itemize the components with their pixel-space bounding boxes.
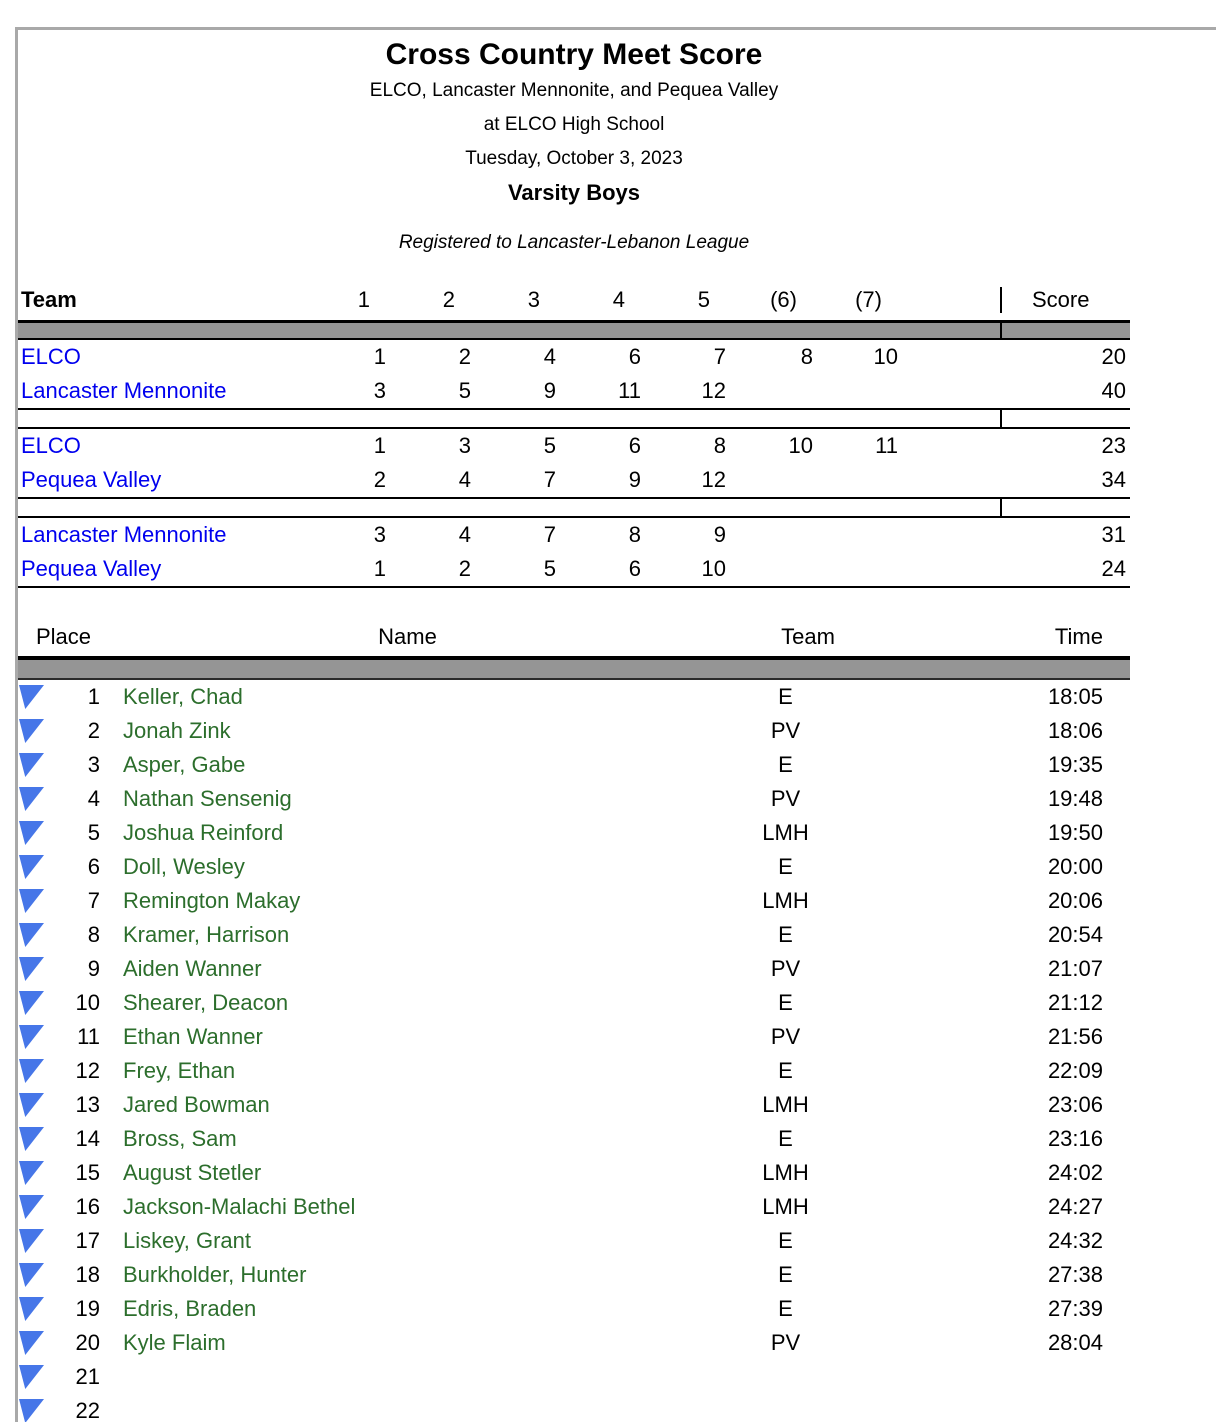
time-cell: 18:05	[1047, 684, 1103, 709]
time-cell: 28:04	[1047, 1330, 1103, 1355]
runner-name: Jonah Zink	[123, 718, 231, 743]
team-code: E	[778, 1228, 793, 1253]
time-cell: 22:09	[1047, 1058, 1103, 1083]
result-row	[18, 1326, 1130, 1360]
team-link[interactable]: Lancaster Mennonite	[21, 522, 227, 547]
flag-triangle-icon[interactable]	[19, 719, 44, 743]
flag-triangle-icon[interactable]	[19, 685, 44, 709]
place-points-cell: 2	[458, 556, 471, 581]
team-score-row	[18, 463, 1130, 497]
place-cell: 20	[75, 1330, 100, 1355]
team-score-cell: 20	[1101, 344, 1126, 369]
place-points-cell: 5	[543, 433, 556, 458]
place-points-cell: 5	[543, 556, 556, 581]
place-cell: 4	[87, 786, 100, 811]
place-points-cell: 8	[800, 344, 813, 369]
result-row	[18, 1156, 1130, 1190]
team-link[interactable]: Pequea Valley	[21, 467, 162, 492]
dual-separator-right	[1000, 499, 1130, 516]
team-link[interactable]: Lancaster Mennonite	[21, 378, 227, 403]
time-cell: 20:06	[1047, 888, 1103, 913]
place-points-cell: 3	[373, 378, 386, 403]
col-header-pos-1: 1	[357, 287, 370, 312]
col-header-place: Place	[36, 624, 92, 649]
runner-name: Asper, Gabe	[123, 752, 246, 777]
col-header-runner-team: Team	[781, 624, 835, 649]
col-header-name: Name	[378, 624, 437, 649]
place-points-cell: 4	[458, 467, 471, 492]
team-score-row	[18, 518, 1130, 552]
place-points-cell: 11	[618, 378, 641, 403]
team-link[interactable]: ELCO	[21, 344, 81, 369]
score-table-bottom-rule	[18, 586, 1130, 588]
team-code: E	[778, 1296, 793, 1321]
marker-cell	[18, 1263, 44, 1287]
time-cell: 21:56	[1047, 1024, 1103, 1049]
team-code: E	[778, 1126, 793, 1151]
marker-cell	[18, 855, 44, 879]
team-code: E	[778, 1058, 793, 1083]
marker-cell	[18, 1365, 44, 1389]
place-cell: 17	[75, 1228, 100, 1253]
meet-location-line: at ELCO High School	[483, 114, 665, 135]
col-header-team: Team	[21, 287, 77, 312]
flag-triangle-icon[interactable]	[19, 991, 44, 1015]
team-score-row	[18, 340, 1130, 374]
col-header-score: Score	[1000, 287, 1130, 313]
place-points-cell: 8	[713, 433, 726, 458]
result-row	[18, 1224, 1130, 1258]
flag-triangle-icon[interactable]	[19, 1025, 44, 1049]
marker-cell	[18, 1093, 44, 1117]
flag-triangle-icon[interactable]	[19, 957, 44, 981]
flag-triangle-icon[interactable]	[19, 923, 44, 947]
score-table-divider-bar	[18, 323, 1130, 340]
result-row	[18, 1122, 1130, 1156]
page-title: Cross Country Meet Score	[385, 38, 763, 71]
dual-meet-groups	[18, 340, 1130, 586]
place-points-cell: 10	[873, 344, 898, 369]
place-points-cell: 2	[373, 467, 386, 492]
flag-triangle-icon[interactable]	[19, 1229, 44, 1253]
place-points-cell: 6	[628, 344, 641, 369]
team-code: E	[778, 684, 793, 709]
place-cell: 10	[75, 990, 100, 1015]
result-row	[18, 1292, 1130, 1326]
place-points-cell: 7	[543, 467, 556, 492]
result-row	[18, 748, 1130, 782]
place-points-cell: 6	[628, 556, 641, 581]
place-cell: 15	[75, 1160, 100, 1185]
dual-separator-right	[1000, 410, 1130, 427]
place-cell: 19	[75, 1296, 100, 1321]
registered-league-line: Registered to Lancaster-Lebanon League	[398, 232, 750, 253]
time-cell: 18:06	[1047, 718, 1103, 743]
runner-name: Liskey, Grant	[123, 1228, 251, 1253]
flag-triangle-icon[interactable]	[19, 1127, 44, 1151]
place-cell: 22	[75, 1398, 100, 1422]
result-row	[18, 884, 1130, 918]
runner-name: Shearer, Deacon	[123, 990, 289, 1015]
runner-name: Jared Bowman	[123, 1092, 270, 1117]
team-score-cell: 24	[1101, 556, 1126, 581]
division-title: Varsity Boys	[507, 180, 641, 205]
flag-triangle-icon[interactable]	[19, 855, 44, 879]
flag-triangle-icon[interactable]	[19, 1399, 44, 1422]
col-header-pos-2: 2	[442, 287, 455, 312]
runner-name: August Stetler	[123, 1160, 262, 1185]
page-frame	[15, 27, 1216, 1422]
time-cell: 21:07	[1047, 956, 1103, 981]
place-points-cell: 11	[875, 433, 898, 458]
time-cell: 23:16	[1047, 1126, 1103, 1151]
time-cell: 20:54	[1047, 922, 1103, 947]
place-cell: 18	[75, 1262, 100, 1287]
marker-cell	[18, 957, 44, 981]
flag-triangle-icon[interactable]	[19, 753, 44, 777]
team-code: LMH	[762, 888, 809, 913]
place-points-cell: 4	[458, 522, 471, 547]
runner-name: Burkholder, Hunter	[123, 1262, 307, 1287]
team-code: E	[778, 1262, 793, 1287]
result-row	[18, 1360, 1130, 1394]
divider-bar-right	[1000, 323, 1130, 338]
meet-teams-line: ELCO, Lancaster Mennonite, and Pequea Valley	[369, 80, 779, 101]
runner-name: Jackson-Malachi Bethel	[123, 1194, 356, 1219]
place-cell: 9	[87, 956, 100, 981]
col-header-time: Time	[1054, 624, 1103, 649]
place-points-cell: 1	[373, 344, 386, 369]
team-score-row	[18, 429, 1130, 463]
result-row	[18, 1394, 1130, 1422]
col-header-pos-5: 5	[697, 287, 710, 312]
place-points-cell: 3	[458, 433, 471, 458]
results-divider-bar	[18, 660, 1130, 680]
result-row	[18, 1054, 1130, 1088]
flag-triangle-icon[interactable]	[19, 1059, 44, 1083]
team-link[interactable]: Pequea Valley	[21, 556, 162, 581]
marker-cell	[18, 1127, 44, 1151]
dual-separator	[18, 408, 1130, 429]
result-row	[18, 1088, 1130, 1122]
place-points-cell: 7	[713, 344, 726, 369]
place-points-cell: 12	[701, 378, 726, 403]
team-score-cell: 31	[1101, 522, 1126, 547]
place-cell: 2	[87, 718, 100, 743]
col-header-pos-4: 4	[612, 287, 625, 312]
flag-triangle-icon[interactable]	[19, 787, 44, 811]
marker-cell	[18, 1297, 44, 1321]
marker-cell	[18, 1229, 44, 1253]
result-row	[18, 782, 1130, 816]
place-cell: 16	[75, 1194, 100, 1219]
team-link[interactable]: ELCO	[21, 433, 81, 458]
place-points-cell: 3	[373, 522, 386, 547]
divider-bar-left	[18, 323, 1000, 338]
runner-name: Remington Makay	[123, 888, 301, 913]
place-cell: 6	[87, 854, 100, 879]
flag-triangle-icon[interactable]	[19, 1331, 44, 1355]
place-points-cell: 8	[628, 522, 641, 547]
place-cell: 5	[87, 820, 100, 845]
team-score-row	[18, 552, 1130, 586]
team-score-cell: 40	[1101, 378, 1126, 403]
team-code: PV	[770, 1330, 801, 1355]
marker-cell	[18, 719, 44, 743]
team-code: PV	[770, 956, 801, 981]
col-header-pos-6: (6)	[770, 287, 797, 312]
result-row	[18, 1190, 1130, 1224]
runner-name: Bross, Sam	[123, 1126, 237, 1151]
place-points-cell: 2	[458, 344, 471, 369]
time-cell: 24:32	[1047, 1228, 1103, 1253]
place-points-cell: 9	[628, 467, 641, 492]
flag-triangle-icon[interactable]	[19, 1263, 44, 1287]
result-row	[18, 680, 1130, 714]
flag-triangle-icon[interactable]	[19, 1093, 44, 1117]
time-cell: 19:35	[1047, 752, 1103, 777]
place-points-cell: 1	[373, 556, 386, 581]
team-code: LMH	[762, 1092, 809, 1117]
team-score-row	[18, 374, 1130, 408]
place-points-cell: 6	[628, 433, 641, 458]
time-cell: 27:38	[1047, 1262, 1103, 1287]
flag-triangle-icon[interactable]	[19, 889, 44, 913]
place-cell: 13	[75, 1092, 100, 1117]
place-points-cell: 9	[543, 378, 556, 403]
meet-date-line: Tuesday, October 3, 2023	[465, 148, 683, 169]
place-cell: 21	[75, 1364, 100, 1389]
place-cell: 8	[87, 922, 100, 947]
place-cell: 11	[77, 1024, 100, 1049]
result-row	[18, 714, 1130, 748]
time-cell: 27:39	[1047, 1296, 1103, 1321]
flag-triangle-icon[interactable]	[19, 1195, 44, 1219]
marker-cell	[18, 991, 44, 1015]
dual-separator	[18, 497, 1130, 518]
marker-cell	[18, 1331, 44, 1355]
place-cell: 14	[75, 1126, 100, 1151]
flag-triangle-icon[interactable]	[19, 1297, 44, 1321]
time-cell: 19:50	[1047, 820, 1103, 845]
place-points-cell: 9	[713, 522, 726, 547]
place-points-cell: 4	[543, 344, 556, 369]
place-points-cell: 10	[788, 433, 813, 458]
dual-separator-left	[18, 499, 1000, 516]
team-code: PV	[770, 786, 801, 811]
score-table-header-row	[18, 280, 1130, 323]
place-cell: 1	[87, 684, 100, 709]
team-code: LMH	[762, 1160, 809, 1185]
runner-name: Ethan Wanner	[123, 1024, 263, 1049]
place-cell: 7	[87, 888, 100, 913]
team-code: LMH	[762, 1194, 809, 1219]
result-row	[18, 1020, 1130, 1054]
time-cell: 23:06	[1047, 1092, 1103, 1117]
team-code: E	[778, 854, 793, 879]
team-code: PV	[770, 718, 801, 743]
marker-cell	[18, 1399, 44, 1422]
dual-separator-left	[18, 410, 1000, 427]
runner-name: Kramer, Harrison	[123, 922, 290, 947]
marker-cell	[18, 923, 44, 947]
marker-cell	[18, 1025, 44, 1049]
team-code: E	[778, 922, 793, 947]
result-row	[18, 1258, 1130, 1292]
place-points-cell: 12	[701, 467, 726, 492]
team-score-cell: 34	[1101, 467, 1126, 492]
flag-triangle-icon[interactable]	[19, 821, 44, 845]
result-row	[18, 986, 1130, 1020]
place-points-cell: 7	[543, 522, 556, 547]
place-points-cell: 1	[373, 433, 386, 458]
results-header-row	[18, 618, 1130, 660]
team-code: LMH	[762, 820, 809, 845]
place-cell: 3	[87, 752, 100, 777]
marker-cell	[18, 821, 44, 845]
time-cell: 21:12	[1047, 990, 1103, 1015]
team-code: PV	[770, 1024, 801, 1049]
team-score-table	[18, 280, 1130, 588]
results-table	[18, 618, 1130, 1422]
runner-name: Joshua Reinford	[123, 820, 284, 845]
time-cell: 24:02	[1047, 1160, 1103, 1185]
runner-name: Nathan Sensenig	[123, 786, 292, 811]
marker-cell	[18, 685, 44, 709]
runner-name: Doll, Wesley	[123, 854, 245, 879]
flag-triangle-icon[interactable]	[19, 1365, 44, 1389]
result-row	[18, 816, 1130, 850]
results-rows	[18, 680, 1130, 1422]
report-header	[18, 36, 1130, 260]
result-row	[18, 918, 1130, 952]
runner-name: Edris, Braden	[123, 1296, 257, 1321]
marker-cell	[18, 1059, 44, 1083]
marker-cell	[18, 1161, 44, 1185]
time-cell: 24:27	[1047, 1194, 1103, 1219]
result-row	[18, 952, 1130, 986]
place-cell: 12	[75, 1058, 100, 1083]
time-cell: 20:00	[1047, 854, 1103, 879]
marker-cell	[18, 889, 44, 913]
result-row	[18, 850, 1130, 884]
runner-name: Keller, Chad	[123, 684, 243, 709]
place-points-cell: 5	[458, 378, 471, 403]
col-header-pos-7: (7)	[855, 287, 882, 312]
runner-name: Aiden Wanner	[123, 956, 262, 981]
runner-name: Frey, Ethan	[123, 1058, 236, 1083]
marker-cell	[18, 1195, 44, 1219]
time-cell: 19:48	[1047, 786, 1103, 811]
marker-cell	[18, 787, 44, 811]
col-header-pos-3: 3	[527, 287, 540, 312]
team-code: E	[778, 990, 793, 1015]
place-points-cell: 10	[701, 556, 726, 581]
marker-cell	[18, 753, 44, 777]
runner-name: Kyle Flaim	[123, 1330, 226, 1355]
team-score-cell: 23	[1101, 433, 1126, 458]
team-code: E	[778, 752, 793, 777]
flag-triangle-icon[interactable]	[19, 1161, 44, 1185]
